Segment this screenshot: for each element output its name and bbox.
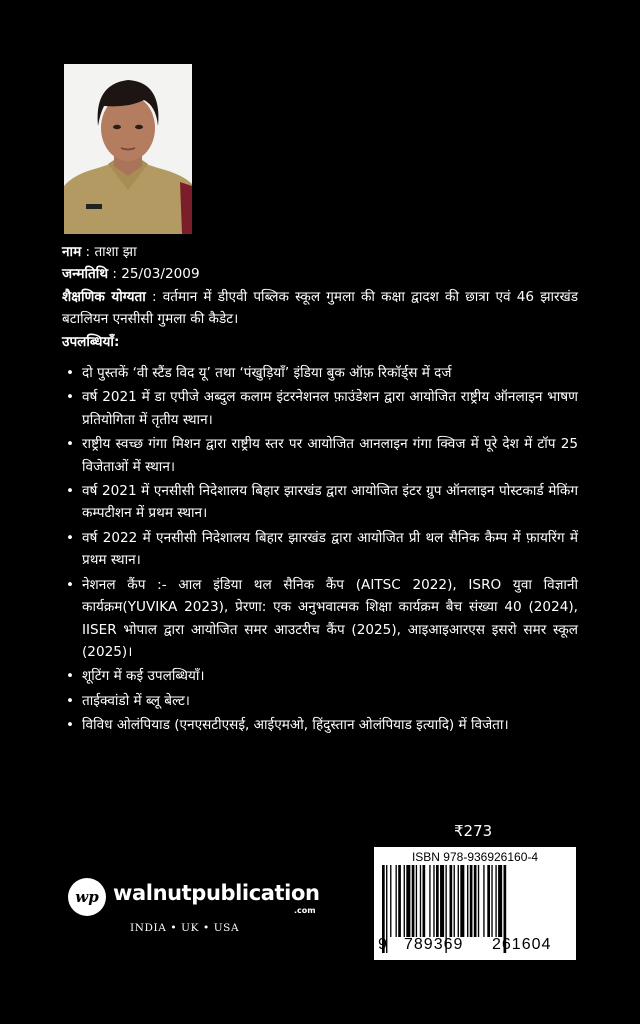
list-item: • वर्ष 2022 में एनसीसी निदेशालय बिहार झारखंड द्वारा आयोजित प्री थल सैनिक कैम्प में फ़ायरिंग में प्रथम स्थान। xyxy=(82,527,578,572)
dob-label: जन्मतिथि xyxy=(62,266,109,283)
isbn-digit-group: 261604 xyxy=(492,936,552,953)
walnut-logo-icon: wp xyxy=(68,878,106,916)
list-item: • शूटिंग में कई उपलब्धियाँ। xyxy=(82,665,578,687)
isbn-digit-group: 789369 xyxy=(404,936,464,953)
barcode-bar xyxy=(416,865,417,937)
list-item: • ताईक्वांडो में ब्लू बेल्ट। xyxy=(82,690,578,712)
name-label: नाम xyxy=(62,244,82,260)
isbn-barcode xyxy=(374,847,576,960)
author-photo xyxy=(64,64,192,234)
barcode-bar xyxy=(398,865,401,937)
list-item: • नेशनल कैंप :- आल इंडिया थल सैनिक कैंप (AITSC 2022), ISRO युवा विज्ञानी कार्यक्रम(YUVIKA 2023), प्रेरणा: एक अनुभवात्मक शिक्षा कार्यक्रम बैच संख्या 40 (2024), IISER भोपाल द्वारा आयोजित समर आउटरीच कैंप (2025), आइआइआरएस इसरो समर स्कूल (2025)। xyxy=(82,574,578,664)
barcode-bar xyxy=(474,865,477,937)
name-value: ताशा झा xyxy=(94,244,137,260)
barcode-bar xyxy=(460,865,464,937)
barcode-bar xyxy=(420,865,421,937)
barcode-bar xyxy=(454,865,455,937)
isbn-digit-group: 9 xyxy=(378,936,388,953)
barcode-bar xyxy=(390,865,391,937)
achievements-list xyxy=(62,362,578,737)
barcode-bar xyxy=(396,865,397,937)
list-item: • दो पुस्तकें ‘वी स्टैंड विद यू’ तथा ‘पंखुड़ियाँ’ इंडिया बुक ऑफ़ रिकॉर्ड्स में दर्ज xyxy=(82,362,578,384)
publisher-domain-suffix: .com xyxy=(294,906,316,915)
dob-line: जन्मतिथि : 25/03/2009 xyxy=(62,266,200,283)
list-item: • वर्ष 2021 में एनसीसी निदेशालय बिहार झारखंड द्वारा आयोजित इंटर ग्रुप ऑनलाइन पोस्टकार्ड मेकिंग कम्पटीशन में प्रथम स्थान। xyxy=(82,480,578,525)
education-line: शैक्षणिक योग्यता : वर्तमान में डीएवी पब्लिक स्कूल गुमला की कक्षा द्वादश की छात्रा एवं 46 झारखंड बटालियन एनसीसी गुमला की कैडेट। xyxy=(62,288,578,328)
barcode-bar xyxy=(423,865,426,937)
list-item: • राष्ट्रीय स्वच्छ गंगा मिशन द्वारा राष्ट्रीय स्तर पर आयोजित आनलाइन गंगा क्विज में पूरे देश में टॉप 25 विजेताओं में स्थान। xyxy=(82,433,578,478)
education-label: शैक्षणिक योग्यता xyxy=(62,288,146,305)
barcode-bar xyxy=(495,865,496,937)
education-value: वर्तमान में डीएवी पब्लिक स्कूल गुमला की कक्षा द्वादश की छात्रा एवं 46 झारखंड बटालियन एनसीसी गुमला की कैडेट। xyxy=(62,288,578,328)
author-info xyxy=(62,241,578,739)
barcode-bar xyxy=(467,865,468,937)
barcode-bar xyxy=(491,865,492,937)
barcode-bar xyxy=(470,865,473,937)
barcode-bar xyxy=(487,865,490,937)
barcode-bar xyxy=(478,865,479,937)
barcode-bar xyxy=(436,865,439,937)
barcode-bar xyxy=(440,865,444,937)
barcode-bar xyxy=(429,865,430,937)
barcode-bar xyxy=(404,865,405,937)
list-item: • वर्ष 2021 में डा एपीजे अब्दुल कलाम इंटरनेशनल फ़ाउंडेशन द्वारा आयोजित राष्ट्रीय ऑनलाइन भाषण प्रतियोगिता में तृतीय स्थान। xyxy=(82,386,578,431)
price-label: ₹273 xyxy=(454,822,493,840)
barcode-bar xyxy=(412,865,415,937)
barcode-bar xyxy=(433,865,434,937)
name-line: नाम : ताशा झा xyxy=(62,244,137,260)
isbn-label: ISBN 978-936926160-4 xyxy=(411,850,539,864)
publisher-countries: INDIA • UK • USA xyxy=(130,922,240,934)
barcode-bar xyxy=(406,865,410,937)
achievements-heading: उपलब्धियाँ: xyxy=(62,333,120,350)
barcode-bar xyxy=(458,865,459,937)
barcode-bar xyxy=(450,865,453,937)
list-item: • विविध ओलंपियाड (एनएसटीएसई, आईएमओ, हिंदुस्तान ओलंपियाड इत्यादि) में विजेता। xyxy=(82,714,578,736)
publisher-name: walnutpublication xyxy=(113,881,320,905)
dob-value: 25/03/2009 xyxy=(121,266,200,283)
barcode-bar xyxy=(498,865,502,937)
barcode-bar xyxy=(483,865,484,937)
